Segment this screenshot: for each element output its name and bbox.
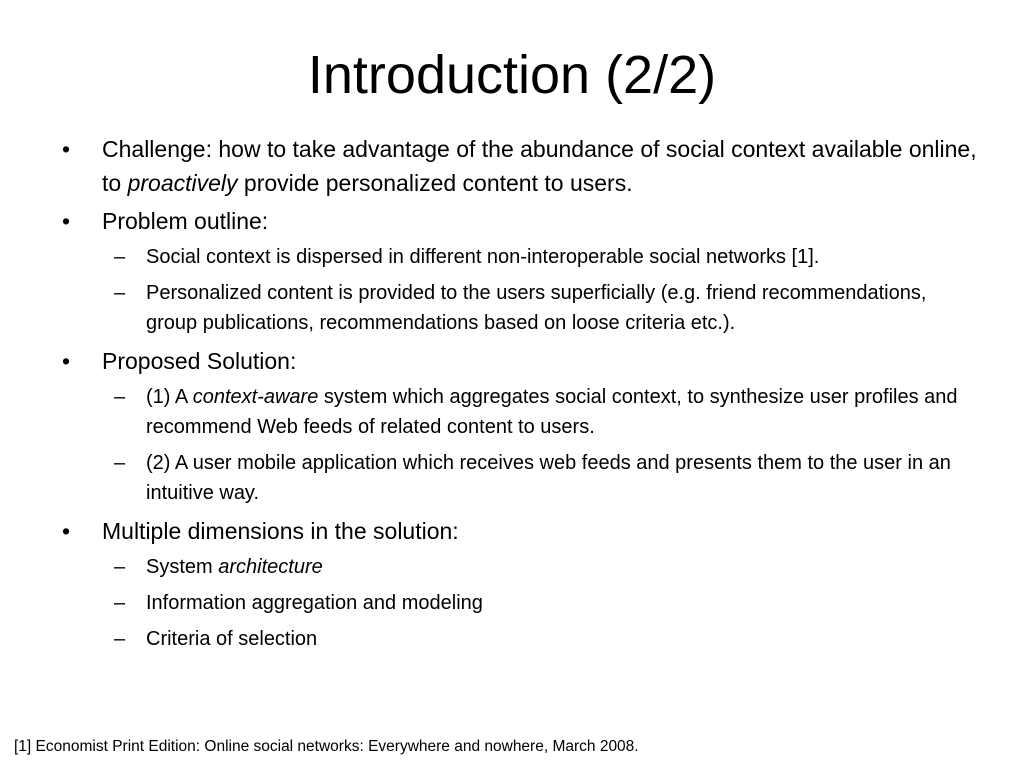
emphasis-text: architecture	[218, 556, 323, 578]
dash-mark: –	[114, 556, 126, 578]
subitem-text: (2) A user mobile application which receives web feeds and presents them to the user in an intuitive way.	[146, 452, 951, 504]
bullet-mark: •	[62, 136, 71, 162]
bullet-proposed-solution	[62, 344, 982, 378]
subitem	[62, 242, 982, 272]
footnote: [1] Economist Print Edition: Online social networks: Everywhere and nowhere, March 2008.	[14, 738, 639, 755]
bullet-text: provide personalized content to users.	[237, 170, 633, 196]
sublist-dimensions	[62, 552, 982, 654]
subitem-text: Personalized content is provided to the users superficially (e.g. friend recommendations, group publications, recommendations based on loose criteria etc.).	[146, 282, 927, 334]
dash-mark: –	[114, 386, 126, 408]
bullet-text: Challenge: how to take advantage of the abundance of social context available online, to	[102, 136, 977, 196]
sublist-solution	[62, 382, 982, 508]
dash-mark: –	[114, 592, 126, 614]
bullet-multiple-dimensions	[62, 514, 982, 548]
emphasis-text: context-aware	[192, 386, 319, 408]
emphasis-text: proactively	[127, 170, 238, 196]
sublist-problem	[62, 242, 982, 338]
subitem-text: (1) A	[146, 386, 193, 408]
dash-mark: –	[114, 452, 126, 474]
bullet-text: Proposed Solution:	[102, 348, 297, 374]
bullet-problem-outline	[62, 204, 982, 238]
slide-content	[62, 132, 982, 660]
subitem-text: system which aggregates social context, to synthesize user profiles and recommend Web feeds of related content to users.	[146, 386, 958, 438]
subitem	[62, 278, 982, 338]
dash-mark: –	[114, 628, 126, 650]
subitem	[62, 624, 982, 654]
subitem	[62, 552, 982, 582]
bullet-text: Problem outline:	[102, 208, 269, 234]
subitem-text: Social context is dispersed in different non-interoperable social networks [1].	[146, 246, 820, 268]
bullet-text: Multiple dimensions in the solution:	[102, 518, 459, 544]
bullet-challenge	[62, 132, 982, 200]
subitem-text: Criteria of selection	[146, 628, 318, 650]
subitem	[62, 588, 982, 618]
subitem-text: System	[146, 556, 219, 578]
subitem	[62, 448, 982, 508]
subitem-text: Information aggregation and modeling	[146, 592, 483, 614]
bullet-mark: •	[62, 208, 71, 234]
bullet-mark: •	[62, 518, 71, 544]
dash-mark: –	[114, 246, 126, 268]
bullet-mark: •	[62, 348, 71, 374]
dash-mark: –	[114, 282, 126, 304]
slide-title: Introduction (2/2)	[307, 45, 717, 105]
subitem	[62, 382, 982, 442]
